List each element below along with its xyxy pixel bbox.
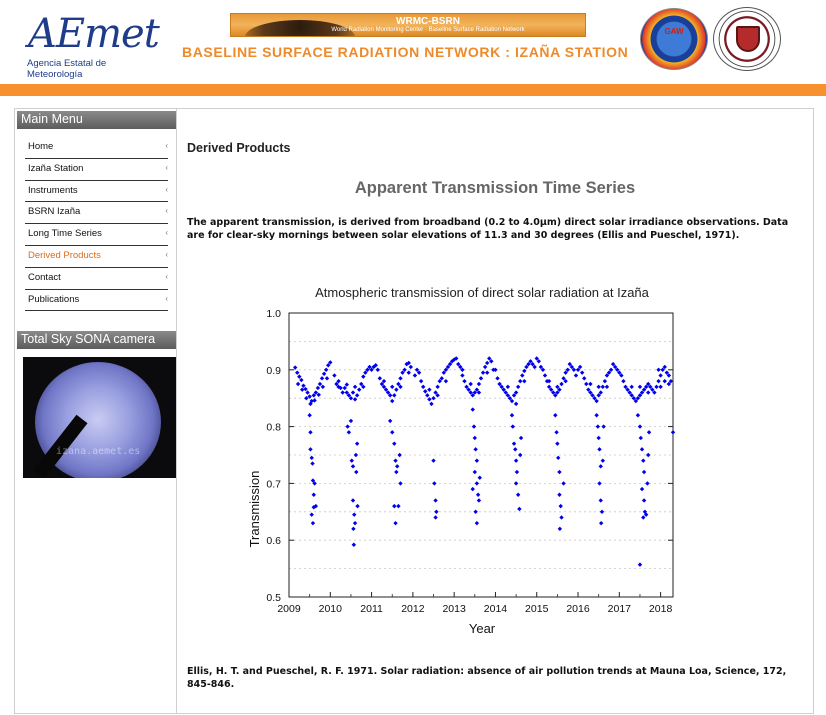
data-point xyxy=(345,424,349,428)
data-point xyxy=(477,382,481,386)
data-point xyxy=(522,369,526,373)
data-point xyxy=(479,376,483,380)
data-point xyxy=(511,424,515,428)
data-point xyxy=(396,504,400,508)
data-point xyxy=(514,481,518,485)
data-point xyxy=(478,476,482,480)
data-point xyxy=(642,470,646,474)
data-point xyxy=(471,487,475,491)
data-point xyxy=(584,382,588,386)
data-point xyxy=(475,521,479,525)
data-point xyxy=(557,470,561,474)
data-point xyxy=(361,374,365,378)
data-point xyxy=(352,512,356,516)
menu-item-label: Long Time Series xyxy=(28,228,102,240)
data-point xyxy=(322,372,326,376)
data-point xyxy=(671,430,675,434)
data-point xyxy=(473,447,477,451)
data-point xyxy=(603,379,607,383)
data-point xyxy=(506,385,510,389)
sky-camera-image[interactable] xyxy=(23,357,176,478)
main-content xyxy=(187,109,813,713)
data-point xyxy=(301,384,305,388)
data-point xyxy=(318,382,322,386)
data-point xyxy=(656,379,660,383)
main-menu xyxy=(25,137,168,311)
menu-item-home[interactable] xyxy=(25,137,168,159)
chart-title: Atmospheric transmission of direct solar radiation at Izaña xyxy=(315,285,649,300)
data-point xyxy=(433,498,437,502)
data-point xyxy=(354,470,358,474)
data-point xyxy=(296,382,300,386)
data-point xyxy=(582,376,586,380)
data-point xyxy=(395,464,399,468)
data-point xyxy=(433,515,437,519)
transmission-chart xyxy=(235,277,695,647)
chevron-right-icon: ‹ xyxy=(165,271,168,281)
data-point xyxy=(645,481,649,485)
data-point xyxy=(392,393,396,397)
data-point xyxy=(421,385,425,389)
data-point xyxy=(431,396,435,400)
data-point xyxy=(351,498,355,502)
data-point xyxy=(663,379,667,383)
data-point xyxy=(351,527,355,531)
data-point xyxy=(462,379,466,383)
data-point xyxy=(355,393,359,397)
menu-item-bsrn-izana[interactable] xyxy=(25,202,168,224)
data-point xyxy=(512,441,516,445)
data-point xyxy=(475,458,479,462)
chevron-right-icon: ‹ xyxy=(165,249,168,259)
data-point xyxy=(599,464,603,468)
data-point xyxy=(352,543,356,547)
data-point xyxy=(388,419,392,423)
header-orange-bar xyxy=(0,84,826,96)
data-point xyxy=(516,385,520,389)
data-point xyxy=(574,373,578,377)
data-point xyxy=(429,402,433,406)
data-point xyxy=(393,521,397,525)
university-seal-logo[interactable] xyxy=(713,7,781,71)
data-point xyxy=(345,382,349,386)
menu-item-label: Publications xyxy=(28,293,80,305)
x-tick-label: 2017 xyxy=(607,603,632,615)
menu-item-label: Home xyxy=(28,141,54,152)
data-point xyxy=(376,368,380,372)
data-point xyxy=(553,413,557,417)
data-point xyxy=(297,374,301,378)
data-point xyxy=(378,376,382,380)
data-point xyxy=(394,470,398,474)
menu-item-long-time-series[interactable] xyxy=(25,224,168,246)
data-point xyxy=(621,379,625,383)
menu-item-label: Izaña Station xyxy=(28,162,84,174)
data-point xyxy=(630,385,634,389)
y-tick-label: 0.6 xyxy=(266,535,281,548)
data-point xyxy=(543,373,547,377)
data-point xyxy=(425,393,429,397)
data-point xyxy=(638,385,642,389)
data-point xyxy=(390,399,394,403)
page-title: Apparent Transmission Time Series xyxy=(354,179,636,197)
data-point xyxy=(308,430,312,434)
data-point xyxy=(558,504,562,508)
data-point xyxy=(599,498,603,502)
data-point xyxy=(413,373,417,377)
chevron-right-icon: ‹ xyxy=(165,141,168,150)
y-tick-label: 0.7 xyxy=(266,478,281,491)
data-point xyxy=(340,390,344,394)
data-point xyxy=(481,370,485,374)
data-point xyxy=(312,493,316,497)
data-point xyxy=(353,521,357,525)
data-point xyxy=(325,376,329,380)
camera-watermark: izana.aemet.es xyxy=(56,446,141,457)
data-point xyxy=(605,385,609,389)
data-point xyxy=(518,379,522,383)
menu-item-label: Derived Products xyxy=(28,249,101,261)
x-tick-label: 2012 xyxy=(401,603,425,615)
data-point xyxy=(303,387,307,391)
chevron-right-icon: ‹ xyxy=(165,184,168,194)
x-tick-label: 2014 xyxy=(483,603,508,615)
data-point xyxy=(596,436,600,440)
aemet-logo[interactable] xyxy=(12,6,162,80)
data-point xyxy=(658,373,662,377)
menu-item-label: Contact xyxy=(28,271,61,283)
data-point xyxy=(476,493,480,497)
menu-item-izana-station[interactable] xyxy=(25,159,168,181)
data-point xyxy=(558,527,562,531)
data-point xyxy=(597,447,601,451)
data-point xyxy=(357,387,361,391)
y-tick-label: 0.5 xyxy=(266,592,281,604)
data-point xyxy=(596,385,600,389)
data-point xyxy=(355,441,359,445)
data-point xyxy=(555,441,559,445)
data-point xyxy=(483,365,487,369)
gaw-logo[interactable] xyxy=(640,8,708,70)
data-point xyxy=(516,493,520,497)
data-point xyxy=(432,481,436,485)
data-point xyxy=(398,376,402,380)
menu-item-contact[interactable] xyxy=(25,268,168,290)
data-point xyxy=(510,413,514,417)
data-point xyxy=(514,458,518,462)
data-point xyxy=(305,390,309,394)
data-point xyxy=(308,447,312,451)
data-point xyxy=(471,407,475,411)
data-point xyxy=(646,390,650,394)
data-point xyxy=(475,481,479,485)
data-point xyxy=(599,521,603,525)
menu-item-instruments[interactable] xyxy=(25,181,168,203)
site-header xyxy=(0,0,826,84)
menu-item-derived-products[interactable] xyxy=(25,246,168,268)
data-point xyxy=(347,430,351,434)
data-point xyxy=(354,453,358,457)
data-point xyxy=(601,458,605,462)
station-title: BASELINE SURFACE RADIATION NETWORK : IZAÑA STATION xyxy=(182,44,629,60)
chevron-right-icon: ‹ xyxy=(165,293,168,303)
x-tick-label: 2016 xyxy=(566,603,590,615)
data-point xyxy=(321,385,325,389)
data-point xyxy=(520,373,524,377)
data-point xyxy=(444,379,448,383)
data-point xyxy=(556,456,560,460)
menu-item-label: Instruments xyxy=(28,184,78,196)
data-point xyxy=(559,382,563,386)
data-point xyxy=(353,385,357,389)
data-point xyxy=(311,521,315,525)
x-tick-label: 2009 xyxy=(277,603,301,615)
data-point xyxy=(310,456,314,460)
data-point xyxy=(353,397,357,401)
data-point xyxy=(468,382,472,386)
reference-citation: Ellis, H. T. and Pueschel, R. F. 1971. Solar radiation: absence of air pollution trends at Mauna Loa, Science, 172, 845-846. xyxy=(187,666,787,690)
data-point xyxy=(355,504,359,508)
data-point xyxy=(514,402,518,406)
data-point xyxy=(473,470,477,474)
data-point xyxy=(293,365,297,369)
data-point xyxy=(600,510,604,514)
university-crest-icon xyxy=(736,26,760,52)
section-title: Derived Products xyxy=(187,141,291,155)
aemet-logo-subtitle: Agencia Estatal de Meteorología xyxy=(27,58,107,80)
data-point xyxy=(477,498,481,502)
sidebar xyxy=(15,109,177,713)
data-point xyxy=(513,447,517,451)
data-point xyxy=(639,436,643,440)
data-point xyxy=(472,424,476,428)
data-point xyxy=(393,458,397,462)
x-tick-label: 2013 xyxy=(442,603,466,615)
data-point xyxy=(419,379,423,383)
x-tick-label: 2011 xyxy=(360,603,383,615)
data-point xyxy=(351,390,355,394)
data-point xyxy=(394,387,398,391)
data-point xyxy=(596,424,600,428)
data-point xyxy=(343,386,347,390)
data-point xyxy=(519,436,523,440)
data-point xyxy=(460,373,464,377)
data-point xyxy=(647,430,651,434)
data-point xyxy=(640,487,644,491)
data-point xyxy=(597,481,601,485)
data-point xyxy=(658,385,662,389)
x-axis-label: Year xyxy=(468,621,496,636)
data-point xyxy=(640,447,644,451)
data-point xyxy=(654,385,658,389)
chart-grid xyxy=(289,341,673,568)
data-point xyxy=(300,387,304,391)
data-point xyxy=(351,464,355,468)
data-point xyxy=(435,385,439,389)
data-point xyxy=(350,458,354,462)
data-point xyxy=(434,510,438,514)
data-point xyxy=(423,389,427,393)
y-tick-label: 0.9 xyxy=(266,364,281,377)
y-tick-label: 1.0 xyxy=(266,308,281,320)
data-point xyxy=(641,458,645,462)
x-tick-label: 2010 xyxy=(318,603,342,615)
data-point xyxy=(517,507,521,511)
sky-camera-heading: Total Sky SONA camera xyxy=(17,331,176,349)
main-menu-heading: Main Menu xyxy=(17,111,176,129)
data-point xyxy=(324,368,328,372)
aemet-logo-title: AEmet xyxy=(28,11,159,57)
data-point xyxy=(397,453,401,457)
y-axis-label: Transmission xyxy=(247,470,262,548)
data-point xyxy=(636,413,640,417)
data-point xyxy=(561,481,565,485)
chart-points xyxy=(293,356,675,567)
wrmc-banner-subtitle: World Radiation Monitoring Center · Baseline Surface Radiation Network xyxy=(331,27,525,33)
data-point xyxy=(473,436,477,440)
data-point xyxy=(642,498,646,502)
data-point xyxy=(473,510,477,514)
data-point xyxy=(427,397,431,401)
data-point xyxy=(409,365,413,369)
data-point xyxy=(646,453,650,457)
data-point xyxy=(515,470,519,474)
data-point xyxy=(559,515,563,519)
data-point xyxy=(320,376,324,380)
data-point xyxy=(638,424,642,428)
data-point xyxy=(407,370,411,374)
data-point xyxy=(310,461,314,465)
x-tick-label: 2015 xyxy=(525,603,549,615)
gaw-logo-label: GAW xyxy=(664,27,684,36)
wrmc-banner-title: WRMC-BSRN xyxy=(396,16,460,27)
page-layout xyxy=(14,108,814,714)
data-point xyxy=(349,419,353,423)
data-point xyxy=(299,378,303,382)
data-point xyxy=(332,373,336,377)
data-point xyxy=(398,481,402,485)
data-point xyxy=(316,386,320,390)
chevron-right-icon: ‹ xyxy=(165,206,168,216)
data-point xyxy=(557,493,561,497)
data-point xyxy=(431,458,435,462)
data-point xyxy=(390,430,394,434)
menu-item-publications[interactable] xyxy=(25,290,168,312)
data-point xyxy=(580,370,584,374)
menu-item-label: BSRN Izaña xyxy=(28,206,81,218)
data-point xyxy=(638,562,642,566)
data-point xyxy=(656,368,660,372)
y-tick-label: 0.8 xyxy=(266,421,281,434)
data-point xyxy=(307,413,311,417)
data-point xyxy=(427,387,431,391)
data-point xyxy=(518,453,522,457)
data-point xyxy=(522,379,526,383)
chevron-right-icon: ‹ xyxy=(165,162,168,172)
data-point xyxy=(594,413,598,417)
data-point xyxy=(495,376,499,380)
chevron-right-icon: ‹ xyxy=(165,228,168,238)
wrmc-bsrn-banner[interactable] xyxy=(230,13,586,37)
data-point xyxy=(295,370,299,374)
data-point xyxy=(312,398,316,402)
intro-paragraph: The apparent transmission, is derived from broadband (0.2 to 4.0µm) direct solar irradiance observations. Data are for clear-sky mornings between solar elevations of 11.3 and 30 degrees (Ellis and Pueschel, 1971). xyxy=(187,217,789,241)
x-tick-label: 2018 xyxy=(648,603,673,615)
data-point xyxy=(601,424,605,428)
data-point xyxy=(390,385,394,389)
data-point xyxy=(601,385,605,389)
data-point xyxy=(392,441,396,445)
data-point xyxy=(392,504,396,508)
data-point xyxy=(641,515,645,519)
data-point xyxy=(485,370,489,374)
data-point xyxy=(310,512,314,516)
data-point xyxy=(588,382,592,386)
data-point xyxy=(485,361,489,365)
data-point xyxy=(554,430,558,434)
